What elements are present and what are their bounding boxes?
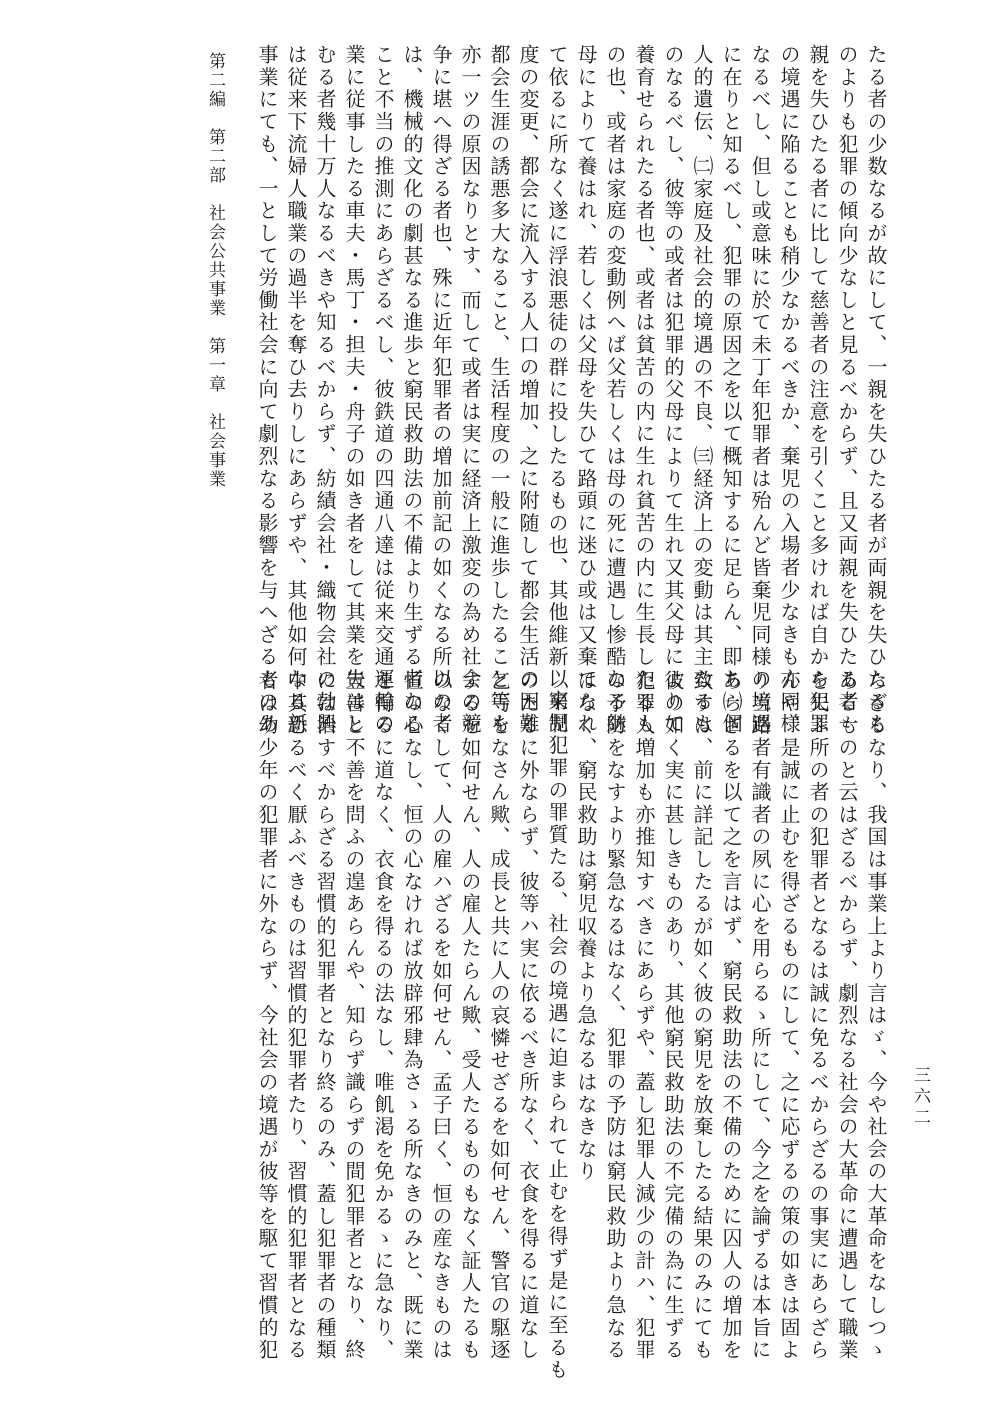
text-column: こと不当の推測にあらざるべし、彼鉄道の四通八達は従来交通運輸の — [371, 44, 395, 736]
text-column: には治すべからざる習慣的犯罪者となり終るのみ、蓋し犯罪者の種類 — [313, 670, 337, 1362]
text-column: らざるなり、我国は事業上より言はゞ、今や社会の大革命をなしつゝ — [864, 670, 888, 1362]
text-column: 乞丐をなさん歟、成長と共に人の哀憐せざるを如何せん、警官の駆逐 — [487, 670, 511, 1362]
text-column: 人的遺伝、㈡家庭及社会的境遇の不良、㈢経済上の変動は其主なるも — [690, 44, 714, 736]
upper-text-block — [60, 44, 890, 736]
text-column: のよりも犯罪の傾向少なしと見るべからず、且又両親を失ひたる者一 — [835, 44, 859, 736]
text-column: 豈善と不善を問ふの遑あらんや、知らず識らずの間犯罪者となり、終 — [342, 670, 366, 1362]
text-column: は、機械的文化の劇甚なる進歩と窮民救助法の不備より生ずる者なる — [400, 44, 424, 736]
text-column: り当路者有識者の夙に心を用らるゝ所にして、今之を論ずるは本旨に — [748, 670, 772, 1362]
text-column: 母によりて養はれ、若しくは父母を失ひて路頭に迷ひ或は又棄てられ — [574, 44, 598, 736]
lower-text-block — [60, 670, 890, 1385]
text-column: に在りと知るべし、犯罪の原因之を以て概知するに足らん、即ち㈠個 — [719, 44, 743, 736]
text-column: のたるに外ならず、彼等ハ実に依るべき所なく、衣食を得るに道なし — [516, 670, 540, 1362]
text-column: 窮児犯罪の罪質たる、社会の境遇に迫まられて止むを得ず是に至るも — [545, 690, 569, 1382]
text-column: むる者幾十万人なるべきや知るべからず、紡績会社・織物会社の勃興 — [313, 44, 337, 736]
text-column: 者は幼少年の犯罪者に外ならず、今社会の境遇が彼等を駆て習慣的犯 — [255, 670, 279, 1362]
text-column: は従来下流婦人職業の過半を奪ひ去りしにあらずや、其他如何なる新 — [284, 44, 308, 736]
text-column: 犯罪人増加も亦推知すべきにあらずや、蓋し犯罪人減少の計ハ、犯罪 — [632, 670, 656, 1362]
text-column: を失ふ所の者の犯罪者となるは誠に免るべからざるの事実にあらざら — [806, 670, 830, 1362]
text-column: 彼の如く実に甚しきものあり、其他窮民救助法の不完備の為に生ずる — [661, 670, 685, 1362]
text-column: 争に堪へ得ざる者也、殊に近年犯罪者の増加前記の如くなる所以の者 — [429, 44, 453, 736]
text-column: 亦一ツの原因なりとす、而して或者は実に経済上激変の為め社会の競 — [458, 44, 482, 736]
text-column: の也、或者は家庭の変動例へば父若しくは母の死に遭遇し惨酷なる継 — [603, 44, 627, 736]
text-column: の境遇に陥ることも稍少なかるべきか、棄児の入場者少なきも亦同様 — [777, 44, 801, 736]
text-column: のなるべし、彼等の或者は犯罪的父母によりて生れ又其父母によりて — [661, 44, 685, 736]
text-column: 度の変更、都会に流入する人口の増加、之に附随して都会生活の困難 — [516, 44, 540, 736]
text-column: なるべし、但し或意味に於て未丁年犯罪者は殆んど皆棄児同様の境遇 — [748, 44, 772, 736]
text-column: 中其恐るべく厭ふべきものは習慣的犯罪者たり、習慣的犯罪者となる — [284, 670, 308, 1362]
text-column: のなくして、人の雇ハざるを如何せん、孟子曰く、恒の産なきものは — [429, 670, 453, 1362]
text-column: 業に従事したる車夫・馬丁・担夫・舟子の如き者をして其業を失はし — [342, 44, 366, 736]
text-column: 致すは、前に詳記したるが如く彼の窮児を放棄したる結果のみにても — [690, 670, 714, 1362]
text-column: の予防をなすより緊急なるはなく、犯罪の予防は窮民救助より急なる — [603, 670, 627, 1362]
text-column: たる者の少数なるが故にして、一親を失ひたる者が両親を失ひたるも — [864, 44, 888, 736]
page-number: 三六二 — [910, 1066, 930, 1129]
text-column: あらざるを以て之を言はず、窮民救助法の不備のために囚人の増加を — [719, 670, 743, 1362]
text-column: はなく、窮民救助は窮児収養より急なるはなきなり — [574, 670, 598, 1183]
running-head: 第二編 第二部 社会公共事業 第一章 社会事業 — [205, 52, 225, 489]
text-column: 都会生涯の誘悪多大なること、生活程度の一般に進歩したること等も — [487, 44, 511, 736]
text-column: 養育せられたる者也、或者は貧苦の内に生れ貧苦の内に生長したるも — [632, 44, 656, 736]
text-column: を得るに道なく、衣食を得るの法なし、唯飢渇を免かるゝに急なり、 — [371, 670, 395, 1362]
text-column: 恒の心なし、恒の心なければ放辟邪肆為さゝる所なきのみと、既に業 — [400, 670, 424, 1362]
text-column: て依るに所なく遂に浮浪悪徒の群に投したるもの也、其他維新以来制 — [545, 44, 569, 736]
text-column: 事業にても、一として労働社会に向て劇烈なる影響を与へざるものあ — [255, 44, 279, 736]
text-column: 親を失ひたる者に比して慈善者の注意を引くこと多ければ自から犯罪 — [806, 44, 830, 736]
text-column: あるものと云はざるべからず、劇烈なる社会の大革命に遭遇して職業 — [835, 670, 859, 1362]
text-column: んや、是誠に止むを得ざるものにして、之に応ずるの策の如きは固よ — [777, 670, 801, 1362]
text-column: するを如何せん、人の雇人たらん歟、受人たるものもなく証人たるも — [458, 670, 482, 1362]
